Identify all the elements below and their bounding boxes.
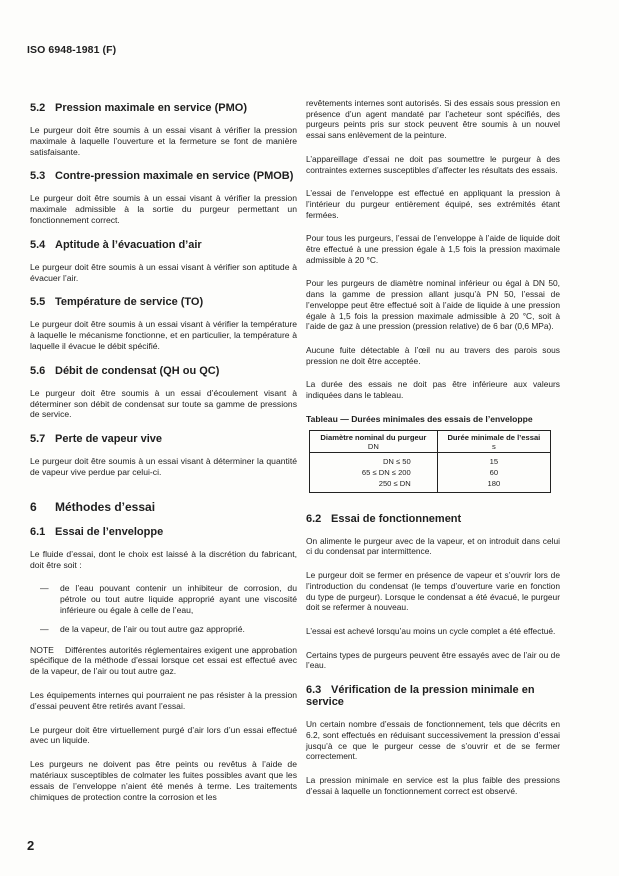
note: NOTE Différentes autorités réglementaires exigent une approbation spécifique de la méthode d’essai lorsque cet essai est effectué avec de la vapeur, de l’air ou tout autre gaz. bbox=[30, 644, 297, 677]
section-6-heading: 6 Méthodes d’essai bbox=[30, 499, 156, 514]
section-5-6-text: Le purgeur doit être soumis à un essai d’écoulement visant à déterminer son débit de condensat sur toute sa gamme de pressions de service. bbox=[30, 387, 297, 420]
section-5-4-heading: 5.4 Aptitude à l’évacuation d’air bbox=[30, 238, 202, 251]
section-5-7-heading: 5.7 Perte de vapeur vive bbox=[30, 433, 163, 446]
section-5-2-text: Le purgeur doit être soumis à un essai visant à vérifier la pression maximale à laquelle l’ouverture et la fermeture se font de manière satisfaisante. bbox=[30, 125, 297, 157]
list-item: — de l’eau pouvant contenir un inhibiteur de corrosion, du pétrole ou tout autre liquide approprié ayant une viscosité inférieure ou égale à celle de l’eau, bbox=[40, 583, 297, 615]
section-5-7-text: Le purgeur doit être soumis à un essai visant à déterminer la quantité de vapeur vive perdue par celui-ci. bbox=[30, 456, 297, 477]
right-paragraph-1: revêtements internes sont autorisés. Si des essais sous pression en présence d’un agent mandaté par l’acheteur sont spécifiés, des purgeurs peints pris sur stock peuvent être soumis à un nouvel essai sans enlèvement de la peinture. bbox=[306, 98, 560, 141]
table-header-duration: Durée minimale de l’essai s bbox=[437, 430, 550, 452]
right-paragraph-7: La durée des essais ne doit pas être inférieure aux valeurs indiquées dans le tableau. bbox=[306, 379, 560, 401]
table-row: DN ≤ 50 15 bbox=[310, 452, 551, 467]
table-caption: Tableau — Durées minimales des essais de l’enveloppe bbox=[306, 413, 533, 424]
section-5-6-heading: 5.6 Débit de condensat (QH ou QC) bbox=[30, 364, 220, 377]
page-number: 2 bbox=[27, 838, 35, 853]
section-5-5-text: Le purgeur doit être soumis à un essai visant à vérifier la température à laquelle le mécanisme fonctionne, et en particulier, la température à laquelle il évacue le débit spécifié. bbox=[30, 319, 297, 351]
right-paragraph-4: Pour tous les purgeurs, l’essai de l’enveloppe à l’aide de liquide doit être effectué à une pression égale à 1,5 fois la pression maximale admissible à 20 °C. bbox=[306, 233, 560, 265]
section-6-2-heading: 6.2 Essai de fonctionnement bbox=[306, 512, 462, 525]
left-column bbox=[30, 96, 297, 815]
section-6-1-paragraph-1: Les équipements internes qui pourraient ne pas résister à la pression d’essai peuvent être retirés avant l’essai. bbox=[30, 689, 297, 711]
section-6-3-paragraph-2: La pression minimale en service est la plus faible des pressions d’essai à laquelle un fonctionnement correct est observé. bbox=[306, 774, 560, 796]
table-row: 65 ≤ DN ≤ 200 60 bbox=[310, 467, 551, 478]
right-paragraph-6: Aucune fuite détectable à l’œil nu au travers des parois sous pression ne doit être acceptée. bbox=[306, 344, 560, 366]
right-paragraph-2: L’appareillage d’essai ne doit pas soumettre le purgeur à des contraintes externes susceptibles d’affecter les résultats des essais. bbox=[306, 153, 560, 175]
table-header-diameter: Diamètre nominal du purgeur DN bbox=[310, 430, 438, 452]
right-paragraph-5: Pour les purgeurs de diamètre nominal inférieur ou égal à DN 50, dans la gamme de pression allant jusqu’à PN 50, l’essai de l’enveloppe peut être effectué soit à l’aide de liquide à une pression égale à 1,5 fois la pression maximale admissible à 20 °C, soit à l’aide de gaz à une pression (pression relative) de 6 bar (0,6 MPa). bbox=[306, 278, 560, 332]
section-6-2-paragraph-4: Certains types de purgeurs peuvent être essayés avec de l’air ou de l’eau. bbox=[306, 649, 560, 671]
section-5-5-heading: 5.5 Température de service (TO) bbox=[30, 296, 204, 309]
right-column bbox=[306, 98, 560, 809]
section-5-4-text: Le purgeur doit être soumis à un essai visant à vérifier son aptitude à évacuer l’air. bbox=[30, 261, 297, 283]
table-row: 250 ≤ DN 180 bbox=[310, 478, 551, 493]
section-5-3-text: Le purgeur doit être soumis à un essai visant à vérifier la pression maximale admissible à la sortie du purgeur permettant un fonctionnement correct. bbox=[30, 193, 297, 225]
section-6-3-heading: 6.3 Vérification de la pression minimale en service bbox=[306, 684, 535, 709]
document-header: ISO 6948-1981 (F) bbox=[27, 44, 117, 56]
test-fluid-list bbox=[30, 583, 297, 634]
right-paragraph-3: L’essai de l’enveloppe est effectué en appliquant la pression à l’intérieur du purgeur entièrement équipé, ses extrémités étant fermées. bbox=[306, 188, 560, 220]
list-item: — de la vapeur, de l’air ou tout autre gaz approprié. bbox=[40, 623, 245, 634]
section-6-1-intro: Le fluide d’essai, dont le choix est laissé à la discrétion du fabricant, doit être soit : bbox=[30, 548, 297, 570]
section-5-3-heading: 5.3 Contre-pression maximale en service (PMOB) bbox=[30, 170, 294, 183]
section-5-2-heading: 5.2 Pression maximale en service (PMO) bbox=[30, 102, 247, 114]
test-duration-table bbox=[309, 430, 551, 493]
section-6-3-paragraph-1: Un certain nombre d’essais de fonctionnement, tels que décrits en 6.2, sont effectués en réduisant successivement la pression d’essai jusqu’à ce que le purgeur cesse de s’ouvrir et de se fermer correctement. bbox=[306, 719, 560, 762]
section-6-2-paragraph-1: On alimente le purgeur avec de la vapeur, et on introduit dans celui ci du condensat par intermittence. bbox=[306, 535, 560, 557]
section-6-2-paragraph-3: L’essai est achevé lorsqu’au moins un cycle complet a été effectué. bbox=[306, 625, 556, 636]
section-6-2-paragraph-2: Le purgeur doit se fermer en présence de vapeur et s’ouvrir lors de l’introduction du condensat (le temps d’ouverture varie en fonction du type de purgeur). Lorsque le condensat a été évacué, le purgeur doit se refermer à nouveau. bbox=[306, 570, 560, 613]
section-6-1-paragraph-2: Le purgeur doit être virtuellement purgé d’air lors d’un essai effectué avec un liquide. bbox=[30, 724, 297, 746]
section-6-1-paragraph-3: Les purgeurs ne doivent pas être peints ou revêtus à l’aide de matériaux susceptibles de colmater les fuites possibles avant que les essais de l’enveloppe n’aient été menés à terme. Les traitements chimiques de protection contre la corrosion et les bbox=[30, 759, 297, 802]
section-6-1-heading: 6.1 Essai de l’enveloppe bbox=[30, 525, 164, 538]
